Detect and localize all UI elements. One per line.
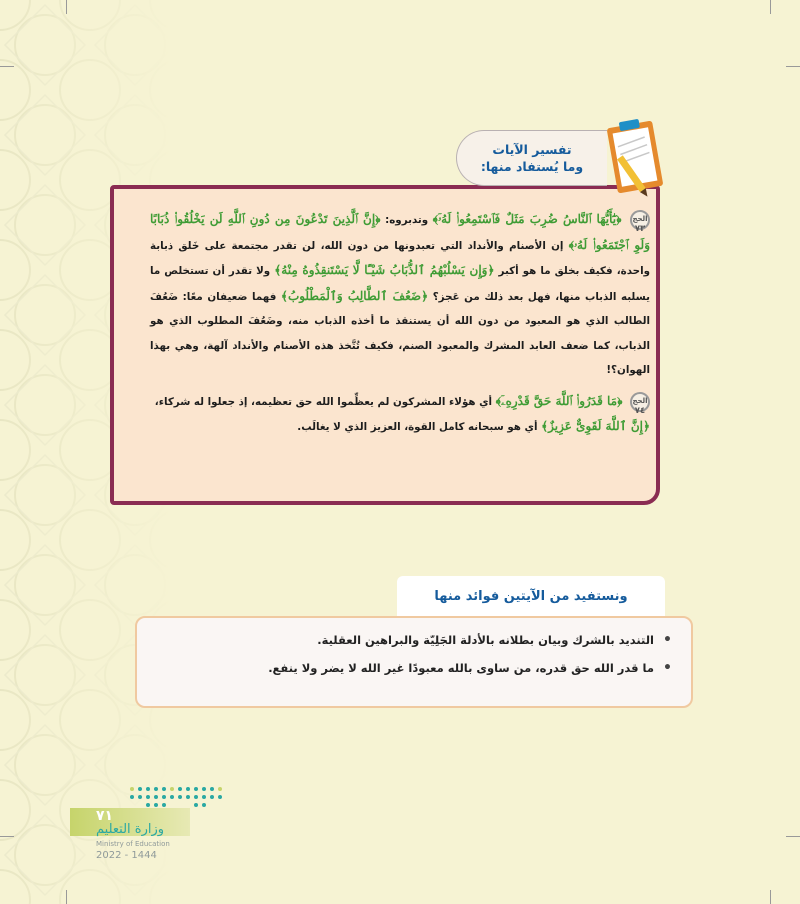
quran-quote: ﴿مَا قَدَرُوا۟ ٱللَّهَ حَقَّ قَدْرِهِۦٓ﴾ — [495, 393, 623, 408]
ministry-logo-dots-icon — [120, 783, 230, 811]
crop-mark — [770, 0, 771, 14]
ministry-name-english: Ministry of Education — [96, 840, 170, 848]
verse-number-74: الحج ٧٤ — [630, 392, 650, 412]
tafsir-text — [150, 207, 650, 440]
ministry-name-arabic: وزارة التعليم — [96, 822, 165, 837]
crop-mark — [786, 836, 800, 837]
crop-mark — [0, 836, 14, 837]
crop-mark — [770, 890, 771, 904]
explanation-text: ولا تقدر أن تستخلص ما يسلبه الذباب منها، فهل بعد ذلك من عَجز؟ — [150, 265, 650, 303]
crop-mark — [0, 66, 14, 67]
quran-quote: ﴿إِنَّ ٱللَّهَ لَقَوِىٌّ عَزِيزٌ﴾ — [541, 419, 650, 433]
tafsir-heading-line2: وما يُستفاد منها: — [480, 159, 584, 174]
quran-quote: ﴿ضَعُفَ ٱلطَّالِبُ وَٱلْمَطْلُوبُ﴾ — [280, 288, 429, 303]
clipboard-pencil-icon — [598, 114, 670, 198]
verse-73-paragraph — [150, 207, 650, 383]
benefits-list — [150, 626, 672, 682]
explanation-text: وتدبروه: — [380, 214, 429, 226]
benefits-heading — [397, 576, 665, 616]
crop-mark — [786, 66, 800, 67]
verse-number-73: الحج ٧٣ — [630, 210, 650, 230]
list-item: • ما قدر الله حق قدره، من ساوى بالله معبودًا غير الله لا يضر ولا ينفع. — [150, 654, 672, 682]
tafsir-heading — [456, 130, 607, 186]
crop-mark — [66, 0, 67, 14]
explanation-text: أي هؤلاء المشركون لم يعظِّموا الله حق تعظيمه، إذ جعلوا له شركاء، — [154, 395, 493, 408]
explanation-text: فهما ضعيفان معًا: ضَعُفَ الطالب الذي هو المعبود من دون الله أن يستنقذ ما أخذه الذباب منه، وضَعُفَ المطلوب الذي هو الذباب، كما ضعف العابد المشرك والمعبود الصنم، فكيف تُتَّخذ هذه الأصنام والأنداد آلهة، وهي بهذا الهوان؟! — [150, 290, 650, 376]
explanation-text: إن الأصنام والأنداد التي تعبدونها من دون الله، لن تقدر مجتمعة على خَلق ذبابة واحدة، فكيف بخلق ما هو أكبر — [150, 239, 651, 277]
edition-year: 2022 - 1444 — [96, 850, 157, 861]
explanation-text: أي هو سبحانه كامل القوة، العزيز الذي لا يغالَب. — [297, 421, 538, 433]
quran-quote: ﴿يَٰٓأَيُّهَا ٱلنَّاسُ ضُرِبَ مَثَلٌ فَٱسْتَمِعُوا۟ لَهُۥٓ﴾ — [432, 212, 622, 226]
quran-quote: ﴿إِنَّ ٱلَّذِينَ تَدْعُونَ مِن دُونِ ٱللَّهِ لَن يَخْلُقُوا۟ ذُبَابًا وَلَوِ ٱجْتَمَعُوا۟ لَهُۥ﴾ — [150, 212, 650, 252]
benefits-title: ونستفيد من الآيتين فوائد منها — [434, 588, 628, 604]
list-item: • التنديد بالشرك وبيان بطلانه بالأدلة الجَلِيّة والبراهين العقلية. — [150, 626, 672, 654]
crop-mark — [66, 890, 67, 904]
tafsir-heading-line1: تفسير الآيات — [492, 142, 572, 157]
verse-74-paragraph — [150, 389, 650, 440]
quran-quote: ﴿وَإِن يَسْلُبْهُمُ ٱلذُّبَابُ شَيْـًٔا لَّا يَسْتَنقِذُوهُ مِنْهُ﴾ — [274, 263, 495, 277]
page-number: ٧١ — [96, 808, 114, 824]
